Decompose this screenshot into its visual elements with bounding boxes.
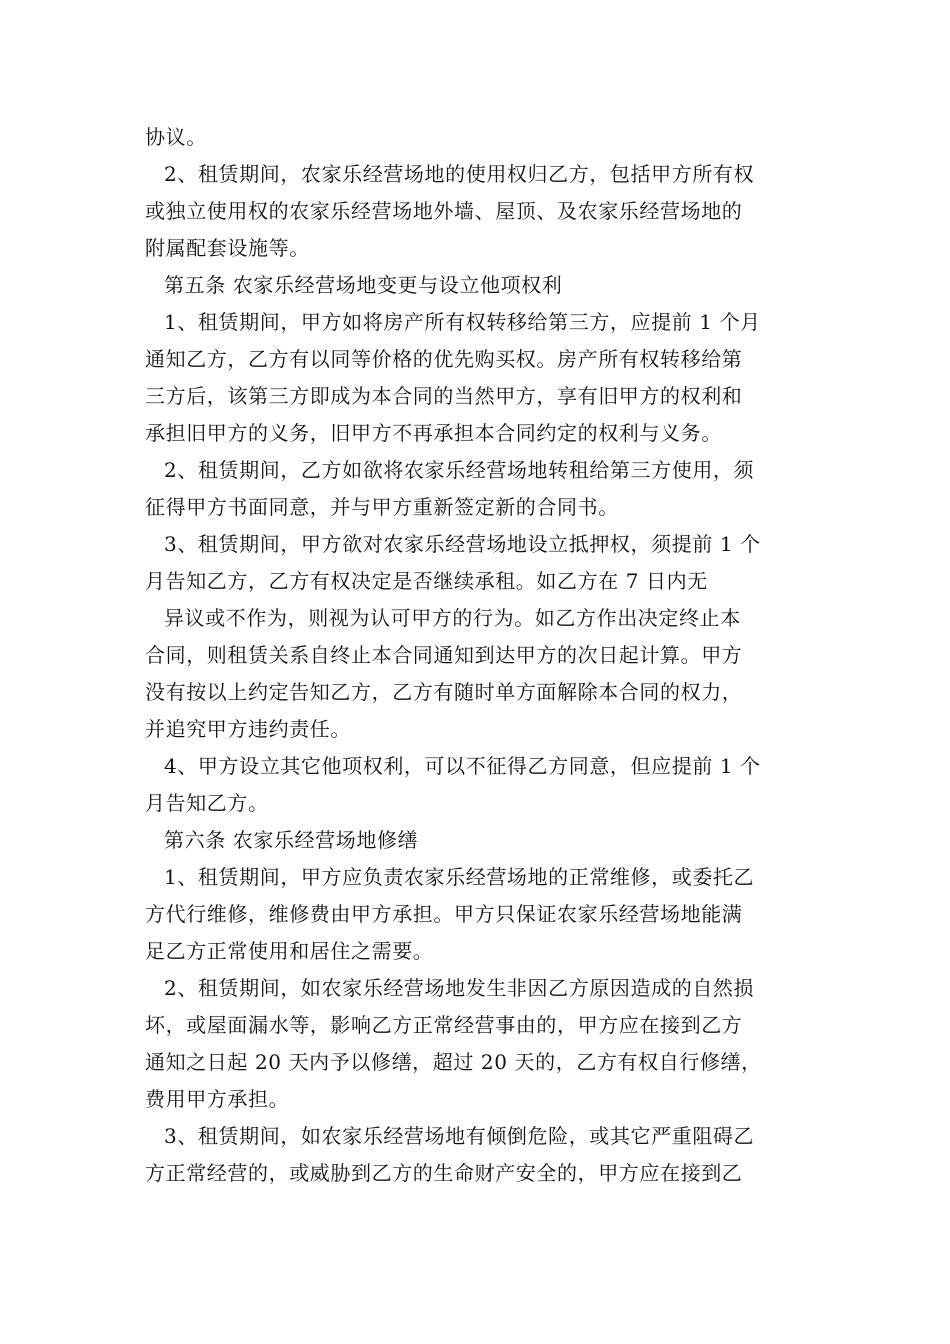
text-line: 方代行维修，维修费由甲方承担。甲方只保证农家乐经营场地能满 — [145, 902, 743, 926]
text-line: 坏，或屋面漏水等，影响乙方正常经营事由的，甲方应在接到乙方 — [145, 1013, 743, 1037]
text-line: 没有按以上约定告知乙方，乙方有随时单方面解除本合同的权力， — [145, 680, 743, 704]
clause-item: 1、租赁期间，甲方如将房产所有权转移给第三方，应提前 1 个月 — [164, 310, 761, 334]
text-line: 通知乙方，乙方有以同等价格的优先购买权。房产所有权转移给第 — [145, 347, 743, 371]
text-line: 费用甲方承担。 — [145, 1087, 290, 1111]
article-heading: 第六条 农家乐经营场地修缮 — [164, 828, 419, 852]
clause-item: 1、租赁期间，甲方应负责农家乐经营场地的正常维修，或委托乙 — [164, 865, 755, 889]
clause-item: 2、租赁期间，如农家乐经营场地发生非因乙方原因造成的自然损 — [164, 976, 755, 1000]
clause-item: 2、租赁期间，乙方如欲将农家乐经营场地转租给第三方使用，须 — [164, 458, 755, 482]
text-line: 并追究甲方违约责任。 — [145, 717, 351, 741]
clause-item: 2、租赁期间，农家乐经营场地的使用权归乙方，包括甲方所有权 — [164, 162, 755, 186]
text-line: 征得甲方书面同意，并与甲方重新签定新的合同书。 — [145, 495, 619, 519]
text-line: 方正常经营的，或威胁到乙方的生命财产安全的，甲方应在接到乙 — [145, 1161, 743, 1185]
text-line: 合同，则租赁关系自终止本合同通知到达甲方的次日起计算。甲方 — [145, 643, 743, 667]
text-line: 通知之日起 20 天内予以修缮，超过 20 天的，乙方有权自行修缮， — [145, 1050, 762, 1074]
text-line: 月告知乙方。 — [145, 791, 269, 815]
clause-item: 3、租赁期间，甲方欲对农家乐经营场地设立抵押权，须提前 1 个 — [164, 532, 761, 556]
article-heading: 第五条 农家乐经营场地变更与设立他项权利 — [164, 273, 563, 297]
text-line: 承担旧甲方的义务，旧甲方不再承担本合同约定的权利与义务。 — [145, 421, 722, 445]
text-line: 足乙方正常使用和居住之需要。 — [145, 939, 434, 963]
text-line: 三方后，该第三方即成为本合同的当然甲方，享有旧甲方的权利和 — [145, 384, 743, 408]
text-line: 附属配套设施等。 — [145, 236, 310, 260]
text-line: 异议或不作为，则视为认可甲方的行为。如乙方作出决定终止本 — [164, 606, 741, 630]
text-line: 或独立使用权的农家乐经营场地外墙、屋顶、及农家乐经营场地的 — [145, 199, 743, 223]
text-line: 月告知乙方，乙方有权决定是否继续承租。如乙方在 7 日内无 — [145, 569, 708, 593]
text-line: 协议。 — [145, 125, 207, 149]
clause-item: 3、租赁期间，如农家乐经营场地有倾倒危险，或其它严重阻碍乙 — [164, 1124, 755, 1148]
clause-item: 4、甲方设立其它他项权利，可以不征得乙方同意，但应提前 1 个 — [164, 754, 761, 778]
